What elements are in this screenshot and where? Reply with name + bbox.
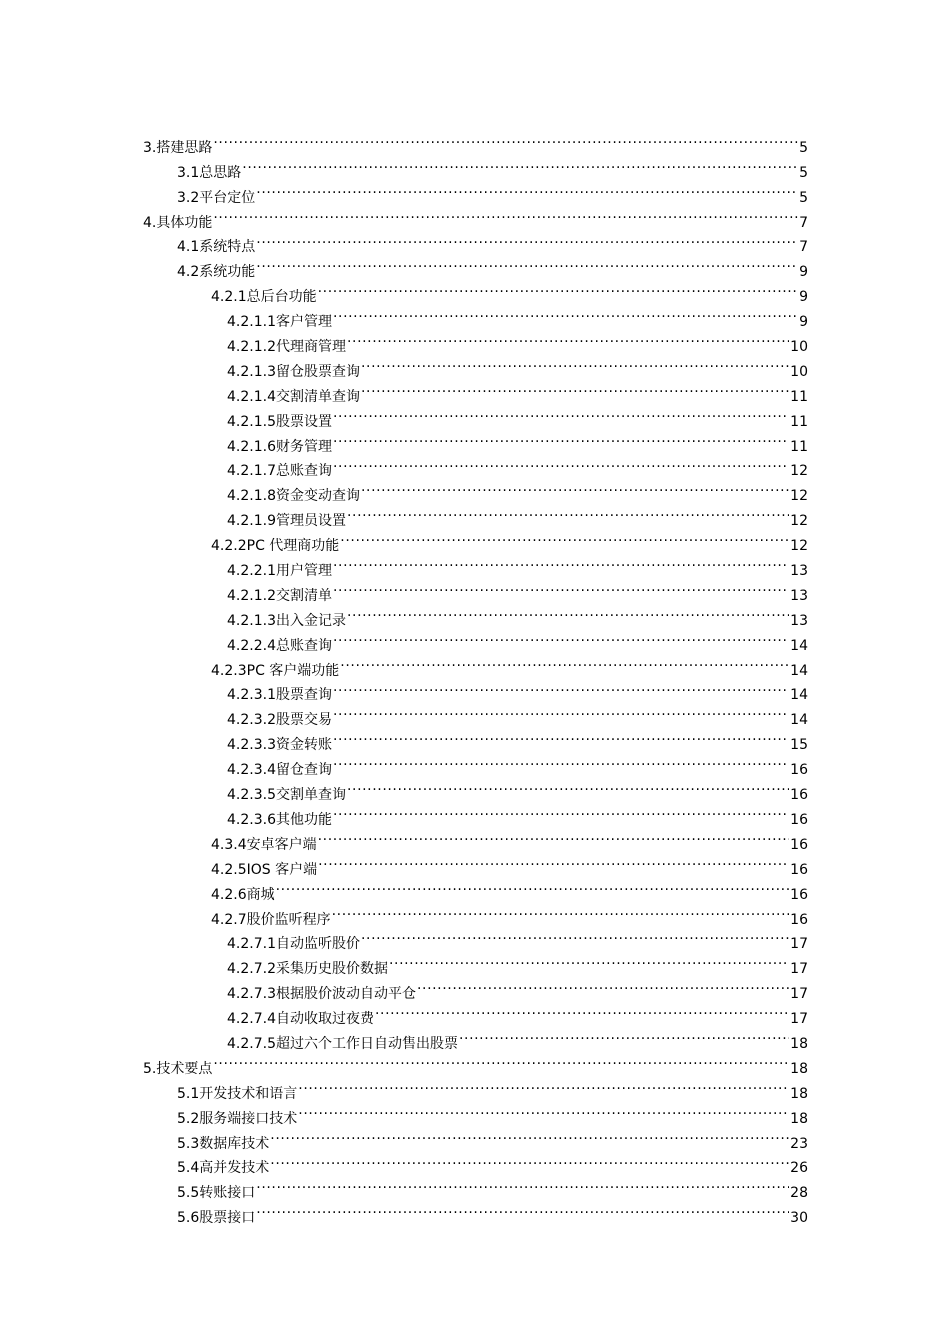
toc-entry-title: 根据股价波动自动平仓 xyxy=(275,986,416,1003)
toc-entry-page-number: 12 xyxy=(790,538,808,555)
toc-entry-page-number: 12 xyxy=(790,513,808,530)
toc-entry[interactable] xyxy=(143,202,808,231)
toc-dot-leader xyxy=(347,326,789,351)
toc-dot-leader xyxy=(340,525,789,550)
toc-dot-leader xyxy=(333,301,798,326)
toc-entry-page-number: 13 xyxy=(790,587,808,604)
toc-entry-page-number: 14 xyxy=(790,712,808,729)
toc-dot-leader xyxy=(333,724,789,749)
toc-entry[interactable] xyxy=(143,152,808,181)
toc-entry-page-number: 16 xyxy=(790,787,808,804)
toc-entry-number: 3.2 xyxy=(177,189,200,206)
toc-entry-number: 4.2 xyxy=(177,264,200,281)
toc-dot-leader xyxy=(318,849,789,874)
toc-entry-page-number: 16 xyxy=(790,836,808,853)
toc-entry-page-number: 9 xyxy=(799,314,808,331)
toc-entry-number: 4.2.1.3 xyxy=(227,612,276,629)
toc-entry[interactable] xyxy=(143,1073,808,1102)
toc-dot-leader xyxy=(270,1148,789,1173)
toc-entry-title: 总后台功能 xyxy=(246,289,317,306)
toc-entry-page-number: 10 xyxy=(790,363,808,380)
toc-dot-leader xyxy=(333,699,789,724)
toc-dot-leader xyxy=(333,401,789,426)
toc-entry-title: 资金变动查询 xyxy=(275,488,360,505)
toc-entry-title: 总思路 xyxy=(199,164,242,181)
toc-dot-leader xyxy=(298,1098,789,1123)
toc-entry-page-number: 17 xyxy=(790,986,808,1003)
table-of-contents xyxy=(143,127,808,1227)
toc-entry[interactable] xyxy=(143,177,808,206)
toc-entry-number: 4.2.1.7 xyxy=(227,463,276,480)
toc-entry-number: 5.1 xyxy=(177,1085,200,1102)
toc-entry[interactable] xyxy=(143,127,808,156)
toc-entry-number: 4.2.3 xyxy=(211,662,247,679)
toc-entry-number: 5.2 xyxy=(177,1110,200,1127)
toc-entry-number: 5.3 xyxy=(177,1135,200,1152)
toc-entry-title: 开发技术和语言 xyxy=(199,1085,298,1102)
toc-entry-page-number: 17 xyxy=(790,936,808,953)
toc-dot-leader xyxy=(318,824,790,849)
toc-entry-number: 4.2.1 xyxy=(211,289,247,306)
toc-entry-page-number: 10 xyxy=(790,339,808,356)
toc-dot-leader xyxy=(256,227,798,252)
toc-entry-page-number: 5 xyxy=(799,189,808,206)
toc-dot-leader xyxy=(298,1073,789,1098)
toc-entry-title: 代理商管理 xyxy=(275,339,346,356)
toc-entry-number: 4.2.1.2 xyxy=(227,339,276,356)
toc-entry-title: 交割单查询 xyxy=(275,787,346,804)
toc-entry-page-number: 11 xyxy=(790,438,808,455)
toc-dot-leader xyxy=(332,899,790,924)
toc-dot-leader xyxy=(256,1172,789,1197)
toc-entry-number: 4.2.3.6 xyxy=(227,811,276,828)
toc-dot-leader xyxy=(347,500,789,525)
toc-entry-title: 股价监听程序 xyxy=(246,911,331,928)
toc-entry-number: 4.2.7.5 xyxy=(227,1035,276,1052)
toc-dot-leader xyxy=(361,475,789,500)
toc-entry-number: 4.2.3.5 xyxy=(227,787,276,804)
toc-entry-title: 股票查询 xyxy=(275,687,332,704)
toc-entry-title: PC 客户端功能 xyxy=(246,662,340,679)
toc-entry-page-number: 16 xyxy=(790,886,808,903)
toc-entry-title: 交割清单 xyxy=(275,587,332,604)
toc-entry-number: 4.2.2.4 xyxy=(227,637,276,654)
toc-entry-title: 服务端接口技术 xyxy=(199,1110,298,1127)
toc-dot-leader xyxy=(333,799,789,824)
toc-entry-number: 4.2.1.2 xyxy=(227,587,276,604)
toc-entry-number: 4.2.1.1 xyxy=(227,314,276,331)
toc-entry-title: 安卓客户端 xyxy=(246,836,317,853)
toc-entry-title: 采集历史股价数据 xyxy=(275,961,388,978)
toc-entry-title: 客户管理 xyxy=(275,314,332,331)
toc-entry-number: 4.2.7.1 xyxy=(227,936,276,953)
toc-entry[interactable] xyxy=(143,227,808,256)
toc-entry-page-number: 7 xyxy=(799,214,808,231)
toc-entry-title: 总账查询 xyxy=(275,463,332,480)
toc-dot-leader xyxy=(340,650,789,675)
toc-entry-page-number: 13 xyxy=(790,563,808,580)
toc-entry-page-number: 9 xyxy=(799,264,808,281)
toc-dot-leader xyxy=(242,152,798,177)
toc-entry-number: 4.2.1.5 xyxy=(227,413,276,430)
toc-dot-leader xyxy=(333,550,789,575)
toc-dot-leader xyxy=(375,998,789,1023)
toc-dot-leader xyxy=(333,575,789,600)
toc-entry-number: 4.2.1.4 xyxy=(227,388,276,405)
toc-entry-title: 留仓查询 xyxy=(275,762,332,779)
toc-dot-leader xyxy=(389,948,789,973)
toc-entry-title: 资金转账 xyxy=(275,737,332,754)
toc-entry-page-number: 16 xyxy=(790,911,808,928)
toc-entry-title: 数据库技术 xyxy=(199,1135,270,1152)
toc-dot-leader xyxy=(213,127,798,152)
toc-dot-leader xyxy=(361,924,789,949)
toc-entry-page-number: 12 xyxy=(790,463,808,480)
toc-entry-page-number: 14 xyxy=(790,637,808,654)
toc-entry-page-number: 5 xyxy=(799,139,808,156)
toc-entry-number: 4.2.1.9 xyxy=(227,513,276,530)
toc-entry-page-number: 9 xyxy=(799,289,808,306)
toc-dot-leader xyxy=(333,426,789,451)
toc-entry-number: 4.2.3.4 xyxy=(227,762,276,779)
toc-entry-page-number: 28 xyxy=(790,1185,808,1202)
toc-entry-page-number: 14 xyxy=(790,687,808,704)
toc-entry-number: 3.1 xyxy=(177,164,200,181)
toc-dot-leader xyxy=(361,376,789,401)
toc-entry-title: 交割清单查询 xyxy=(275,388,360,405)
toc-entry-page-number: 13 xyxy=(790,612,808,629)
toc-entry-number: 4.3.4 xyxy=(211,836,247,853)
toc-dot-leader xyxy=(213,1048,789,1073)
toc-entry-title: 技术要点 xyxy=(156,1060,213,1077)
toc-entry-title: 其他功能 xyxy=(275,811,332,828)
toc-entry-number: 4.2.3.2 xyxy=(227,712,276,729)
toc-entry-page-number: 30 xyxy=(790,1210,808,1227)
toc-dot-leader xyxy=(333,675,789,700)
toc-entry-title: 商城 xyxy=(246,886,275,903)
toc-dot-leader xyxy=(347,600,789,625)
toc-entry-number: 4.2.2 xyxy=(211,538,247,555)
toc-entry-page-number: 17 xyxy=(790,1011,808,1028)
toc-entry-title: 留仓股票查询 xyxy=(275,363,360,380)
toc-entry-number: 4.2.3.1 xyxy=(227,687,276,704)
toc-entry-number: 4.2.7.3 xyxy=(227,986,276,1003)
toc-dot-leader xyxy=(213,202,798,227)
toc-entry-title: 系统特点 xyxy=(199,239,256,256)
toc-entry-number: 5. xyxy=(143,1060,157,1077)
toc-entry-page-number: 15 xyxy=(790,737,808,754)
toc-entry-number: 3. xyxy=(143,139,157,156)
toc-dot-leader xyxy=(318,276,798,301)
toc-entry-number: 5.4 xyxy=(177,1160,200,1177)
toc-entry-title: 高并发技术 xyxy=(199,1160,270,1177)
toc-entry-title: 系统功能 xyxy=(199,264,256,281)
toc-entry-title: PC 代理商功能 xyxy=(246,538,340,555)
toc-entry-title: 平台定位 xyxy=(199,189,256,206)
toc-entry-number: 4.2.1.6 xyxy=(227,438,276,455)
toc-dot-leader xyxy=(256,1197,789,1222)
toc-entry-title: 具体功能 xyxy=(156,214,213,231)
toc-dot-leader xyxy=(256,251,798,276)
toc-entry-title: 股票接口 xyxy=(199,1210,256,1227)
toc-entry[interactable] xyxy=(143,1048,808,1077)
toc-entry-number: 4.2.7 xyxy=(211,911,247,928)
toc-dot-leader xyxy=(270,1123,789,1148)
toc-dot-leader xyxy=(361,351,789,376)
toc-entry-title: 搭建思路 xyxy=(156,139,213,156)
toc-dot-leader xyxy=(333,625,789,650)
toc-entry-title: 自动监听股价 xyxy=(275,936,360,953)
toc-entry-number: 4.2.7.2 xyxy=(227,961,276,978)
toc-entry-page-number: 26 xyxy=(790,1160,808,1177)
toc-dot-leader xyxy=(459,1023,789,1048)
toc-entry-page-number: 16 xyxy=(790,762,808,779)
toc-entry-title: 总账查询 xyxy=(275,637,332,654)
toc-entry-title: 用户管理 xyxy=(275,563,332,580)
toc-dot-leader xyxy=(347,774,789,799)
toc-entry-number: 4. xyxy=(143,214,157,231)
toc-entry-page-number: 18 xyxy=(790,1035,808,1052)
toc-entry-page-number: 16 xyxy=(790,811,808,828)
toc-entry-page-number: 11 xyxy=(790,413,808,430)
toc-entry-page-number: 5 xyxy=(799,164,808,181)
toc-dot-leader xyxy=(333,749,789,774)
toc-entry-page-number: 14 xyxy=(790,662,808,679)
toc-dot-leader xyxy=(276,874,790,899)
toc-entry-page-number: 11 xyxy=(790,388,808,405)
toc-entry-title: 超过六个工作日自动售出股票 xyxy=(275,1035,458,1052)
toc-dot-leader xyxy=(417,973,789,998)
toc-entry-page-number: 16 xyxy=(790,861,808,878)
toc-entry-title: IOS 客户端 xyxy=(246,861,318,878)
toc-entry-page-number: 18 xyxy=(790,1085,808,1102)
toc-entry-page-number: 18 xyxy=(790,1110,808,1127)
toc-entry-number: 4.2.3.3 xyxy=(227,737,276,754)
toc-entry-number: 4.2.2.1 xyxy=(227,563,276,580)
toc-entry-title: 自动收取过夜费 xyxy=(275,1011,374,1028)
toc-dot-leader xyxy=(333,451,789,476)
toc-dot-leader xyxy=(256,177,798,202)
toc-entry-title: 转账接口 xyxy=(199,1185,256,1202)
toc-entry-page-number: 23 xyxy=(790,1135,808,1152)
toc-entry-number: 4.2.7.4 xyxy=(227,1011,276,1028)
toc-entry-page-number: 18 xyxy=(790,1060,808,1077)
toc-entry-number: 4.2.1.3 xyxy=(227,363,276,380)
toc-entry-title: 管理员设置 xyxy=(275,513,346,530)
toc-entry-number: 5.5 xyxy=(177,1185,200,1202)
toc-entry-page-number: 7 xyxy=(799,239,808,256)
toc-entry-number: 4.2.5 xyxy=(211,861,247,878)
toc-entry-page-number: 17 xyxy=(790,961,808,978)
toc-entry-title: 股票交易 xyxy=(275,712,332,729)
toc-entry-title: 出入金记录 xyxy=(275,612,346,629)
toc-entry-title: 股票设置 xyxy=(275,413,332,430)
toc-entry-number: 4.1 xyxy=(177,239,200,256)
toc-entry-number: 5.6 xyxy=(177,1210,200,1227)
toc-entry-title: 财务管理 xyxy=(275,438,332,455)
toc-entry-number: 4.2.6 xyxy=(211,886,247,903)
toc-entry-page-number: 12 xyxy=(790,488,808,505)
toc-entry-number: 4.2.1.8 xyxy=(227,488,276,505)
